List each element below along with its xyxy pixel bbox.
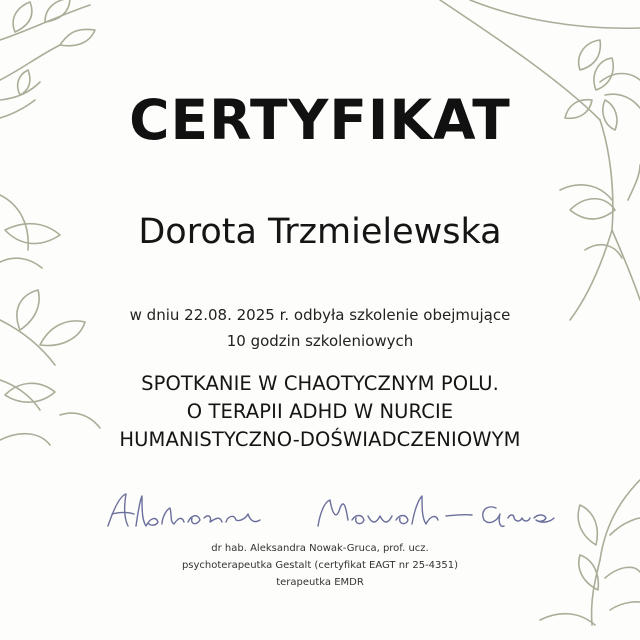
course-title-line-2: O TERAPII ADHD W NURCIE bbox=[186, 400, 454, 423]
signer-name-line: dr hab. Aleksandra Nowak-Gruca, prof. ucz. bbox=[211, 543, 429, 554]
course-title-line-3: HUMANISTYCZNO-DOŚWIADCZENIOWYM bbox=[119, 428, 521, 451]
course-title-line-1: SPOTKANIE W CHAOTYCZNYM POLU. bbox=[141, 372, 499, 395]
handwritten-signature bbox=[100, 488, 560, 538]
signer-credential-line: psychoterapeutka Gestalt (certyfikat EAGT nr 25-4351) bbox=[181, 560, 459, 571]
statement-line-1: w dniu 22.08. 2025 r. odbyła szkolenie obejmujące bbox=[129, 306, 511, 324]
statement-line-2: 10 godzin szkoleniowych bbox=[226, 332, 414, 350]
signer-role-line: terapeutka EMDR bbox=[276, 577, 364, 588]
certificate-title: CERTYFIKAT bbox=[129, 88, 511, 152]
recipient-name: Dorota Trzmielewska bbox=[138, 212, 502, 252]
